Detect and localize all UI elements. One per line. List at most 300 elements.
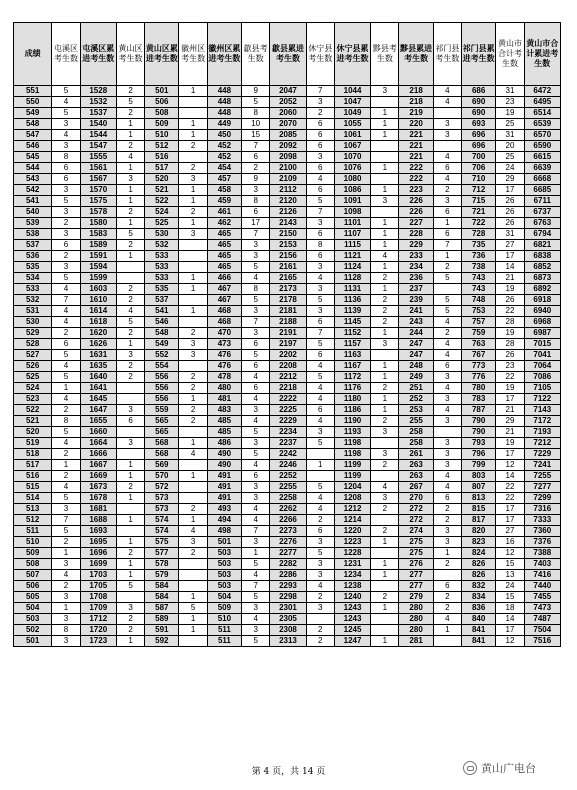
count-cell: 541 [145, 306, 179, 317]
count-cell: 1234 [334, 570, 370, 581]
count-cell: 2282 [270, 559, 306, 570]
score-cell: 506 [14, 581, 52, 592]
count-cell: 1055 [334, 119, 370, 130]
count-cell: 1 [179, 438, 207, 449]
count-cell: 3 [52, 262, 80, 273]
count-cell: 1 [116, 196, 144, 207]
count-cell: 826 [462, 570, 496, 581]
count-cell: 6852 [524, 262, 560, 273]
count-cell: 5 [52, 493, 80, 504]
count-cell: 248 [399, 361, 433, 372]
count-cell: 2 [116, 614, 144, 625]
count-cell: 448 [207, 86, 241, 97]
count-cell: 2 [179, 207, 207, 218]
count-cell: 587 [145, 603, 179, 614]
count-cell: 218 [399, 97, 433, 108]
count-cell: 7193 [524, 427, 560, 438]
table-row [14, 328, 561, 339]
count-cell: 5 [242, 427, 270, 438]
count-cell: 826 [462, 559, 496, 570]
count-cell: 1 [371, 229, 399, 240]
count-cell: 840 [462, 614, 496, 625]
count-cell [116, 273, 144, 284]
count-cell: 1 [371, 240, 399, 251]
count-cell: 3 [116, 350, 144, 361]
count-cell: 2070 [270, 119, 306, 130]
score-cell: 515 [14, 482, 52, 493]
score-cell: 523 [14, 394, 52, 405]
count-cell: 2 [306, 636, 334, 647]
count-cell: 4 [52, 482, 80, 493]
count-cell: 1 [179, 273, 207, 284]
table-row [14, 526, 561, 537]
count-cell: 2 [433, 185, 461, 196]
count-cell: 1172 [334, 372, 370, 383]
score-cell: 528 [14, 339, 52, 350]
score-cell: 502 [14, 625, 52, 636]
count-cell: 2 [179, 405, 207, 416]
count-cell: 1 [371, 559, 399, 570]
count-cell: 2181 [270, 306, 306, 317]
table-row [14, 438, 561, 449]
count-cell: 1 [116, 559, 144, 570]
table-row [14, 570, 561, 581]
count-cell: 4 [242, 570, 270, 581]
count-cell: 3 [433, 196, 461, 207]
score-cell: 540 [14, 207, 52, 218]
count-cell: 458 [207, 185, 241, 196]
count-cell: 4 [306, 416, 334, 427]
count-cell: 5 [52, 273, 80, 284]
count-cell: 693 [462, 119, 496, 130]
count-cell: 4 [433, 317, 461, 328]
count-cell: 1 [52, 383, 80, 394]
count-cell: 6 [433, 581, 461, 592]
count-cell: 533 [145, 251, 179, 262]
count-cell: 4 [433, 152, 461, 163]
count-cell: 450 [207, 130, 241, 141]
count-cell: 1528 [80, 86, 116, 97]
count-cell: 26 [496, 218, 524, 229]
count-cell: 2313 [270, 636, 306, 647]
count-cell: 2126 [270, 207, 306, 218]
count-cell: 1198 [334, 449, 370, 460]
count-cell: 234 [399, 262, 433, 273]
count-cell: 530 [145, 229, 179, 240]
table-row [14, 141, 561, 152]
count-cell: 510 [145, 130, 179, 141]
count-cell: 2242 [270, 449, 306, 460]
count-cell: 280 [399, 603, 433, 614]
count-cell: 2 [116, 625, 144, 636]
count-cell: 7064 [524, 361, 560, 372]
count-cell: 1157 [334, 339, 370, 350]
count-cell: 1 [179, 515, 207, 526]
count-cell: 6 [306, 405, 334, 416]
header-cell: 祁门县累进考生数 [462, 23, 496, 86]
table-row [14, 636, 561, 647]
count-cell: 5 [52, 196, 80, 207]
count-cell: 568 [145, 438, 179, 449]
count-cell: 2 [242, 163, 270, 174]
count-cell: 721 [462, 207, 496, 218]
count-cell: 1635 [80, 361, 116, 372]
table-row [14, 405, 561, 416]
count-cell: 6 [52, 163, 80, 174]
count-cell: 233 [399, 251, 433, 262]
count-cell: 7473 [524, 603, 560, 614]
count-cell: 517 [145, 163, 179, 174]
count-cell [371, 207, 399, 218]
count-cell: 243 [399, 317, 433, 328]
count-cell: 222 [399, 174, 433, 185]
count-cell: 537 [145, 295, 179, 306]
watermark-label: 黄山广电台 [481, 762, 536, 775]
count-cell: 23 [496, 97, 524, 108]
count-cell: 6763 [524, 218, 560, 229]
count-cell: 3 [52, 614, 80, 625]
score-cell: 548 [14, 119, 52, 130]
count-cell [116, 449, 144, 460]
count-cell: 6590 [524, 141, 560, 152]
count-cell: 2052 [270, 97, 306, 108]
count-cell [306, 471, 334, 482]
count-cell: 19 [496, 383, 524, 394]
count-cell: 2 [179, 504, 207, 515]
count-cell: 592 [145, 636, 179, 647]
count-cell: 26 [496, 350, 524, 361]
count-cell: 1703 [80, 570, 116, 581]
count-cell: 1 [179, 185, 207, 196]
count-cell: 4 [52, 284, 80, 295]
count-cell: 6918 [524, 295, 560, 306]
table-row [14, 471, 561, 482]
count-cell: 6 [306, 251, 334, 262]
score-cell: 512 [14, 515, 52, 526]
score-cell: 513 [14, 504, 52, 515]
count-cell: 4 [433, 350, 461, 361]
count-cell: 465 [207, 262, 241, 273]
count-cell: 220 [399, 119, 433, 130]
count-cell: 5 [306, 339, 334, 350]
count-cell: 2178 [270, 295, 306, 306]
count-cell: 280 [399, 625, 433, 636]
count-cell: 1 [371, 636, 399, 647]
count-cell: 2286 [270, 570, 306, 581]
count-cell: 3 [116, 438, 144, 449]
table-row [14, 361, 561, 372]
count-cell: 227 [399, 218, 433, 229]
count-cell [433, 284, 461, 295]
count-cell: 2156 [270, 251, 306, 262]
table-row [14, 185, 561, 196]
header-cell: 黟县考生数 [371, 23, 399, 86]
count-cell: 1618 [80, 317, 116, 328]
count-cell: 735 [462, 240, 496, 251]
count-cell: 1696 [80, 548, 116, 559]
count-cell [179, 460, 207, 471]
count-cell: 8 [242, 284, 270, 295]
count-cell: 4 [179, 449, 207, 460]
count-cell: 17 [496, 394, 524, 405]
count-cell [433, 636, 461, 647]
count-cell: 2085 [270, 130, 306, 141]
count-cell: 228 [399, 229, 433, 240]
count-cell: 4 [52, 97, 80, 108]
count-cell: 1124 [334, 262, 370, 273]
count-cell: 3 [179, 339, 207, 350]
count-cell: 573 [145, 493, 179, 504]
count-cell: 1561 [80, 163, 116, 174]
table-row [14, 460, 561, 471]
count-cell: 6539 [524, 119, 560, 130]
score-table-body [14, 86, 561, 647]
count-cell: 270 [399, 493, 433, 504]
table-row [14, 427, 561, 438]
count-cell: 2 [371, 416, 399, 427]
count-cell: 4 [52, 361, 80, 372]
count-cell: 12 [496, 636, 524, 647]
count-cell: 4 [242, 504, 270, 515]
count-cell: 5 [242, 636, 270, 647]
count-cell: 3 [179, 229, 207, 240]
count-cell: 3 [179, 537, 207, 548]
count-cell: 3 [52, 207, 80, 218]
count-cell: 4 [306, 394, 334, 405]
count-cell: 5 [242, 97, 270, 108]
count-cell: 728 [462, 229, 496, 240]
count-cell: 247 [399, 339, 433, 350]
count-cell: 556 [145, 383, 179, 394]
count-cell: 279 [399, 592, 433, 603]
count-cell: 5 [306, 196, 334, 207]
count-cell: 2 [116, 207, 144, 218]
count-cell [179, 251, 207, 262]
count-cell: 6821 [524, 240, 560, 251]
count-cell: 1 [371, 218, 399, 229]
count-cell: 1243 [334, 614, 370, 625]
count-cell: 3 [306, 570, 334, 581]
count-cell: 21 [496, 273, 524, 284]
count-cell: 690 [462, 108, 496, 119]
count-cell: 2047 [270, 86, 306, 97]
count-cell: 221 [399, 130, 433, 141]
count-cell: 501 [145, 86, 179, 97]
count-cell: 1583 [80, 229, 116, 240]
count-cell [179, 559, 207, 570]
count-cell: 26 [496, 295, 524, 306]
count-cell: 1199 [334, 471, 370, 482]
count-cell: 7376 [524, 537, 560, 548]
score-cell: 526 [14, 361, 52, 372]
header-cell: 歙县累进考生数 [270, 23, 306, 86]
count-cell: 1231 [334, 559, 370, 570]
count-cell: 1128 [334, 273, 370, 284]
header-cell: 徽州区累进考生数 [207, 23, 241, 86]
count-cell: 6 [52, 240, 80, 251]
score-cell: 538 [14, 229, 52, 240]
score-cell: 533 [14, 284, 52, 295]
count-cell: 7388 [524, 548, 560, 559]
count-cell: 522 [145, 196, 179, 207]
header-cell: 黟县累进考生数 [399, 23, 433, 86]
count-cell: 2 [179, 141, 207, 152]
count-cell: 1599 [80, 273, 116, 284]
count-cell [371, 515, 399, 526]
count-cell: 21 [496, 427, 524, 438]
count-cell: 3 [242, 537, 270, 548]
table-row [14, 603, 561, 614]
count-cell: 2 [306, 108, 334, 119]
count-cell: 25 [496, 119, 524, 130]
count-cell: 3 [306, 306, 334, 317]
count-cell: 226 [399, 207, 433, 218]
count-cell: 796 [462, 449, 496, 460]
count-cell: 2153 [270, 240, 306, 251]
count-cell: 6 [306, 130, 334, 141]
count-cell: 20 [496, 141, 524, 152]
count-cell: 1 [371, 361, 399, 372]
count-cell: 15 [242, 130, 270, 141]
count-cell: 1208 [334, 493, 370, 504]
count-cell: 2 [433, 603, 461, 614]
count-cell: 6 [433, 163, 461, 174]
count-cell: 2109 [270, 174, 306, 185]
count-cell: 4 [242, 416, 270, 427]
count-cell: 221 [399, 152, 433, 163]
count-cell: 3 [306, 559, 334, 570]
count-cell: 9 [242, 86, 270, 97]
count-cell: 1705 [80, 581, 116, 592]
count-cell: 5 [52, 526, 80, 537]
count-cell: 1544 [80, 130, 116, 141]
wechat-icon [463, 761, 477, 775]
count-cell: 748 [462, 295, 496, 306]
count-cell: 491 [207, 471, 241, 482]
count-cell: 3 [242, 438, 270, 449]
count-cell: 1688 [80, 515, 116, 526]
count-cell: 700 [462, 152, 496, 163]
count-cell: 3 [306, 97, 334, 108]
count-cell [371, 350, 399, 361]
count-cell: 1555 [80, 152, 116, 163]
count-cell: 504 [207, 592, 241, 603]
count-cell: 8 [306, 240, 334, 251]
count-cell: 2208 [270, 361, 306, 372]
count-cell [371, 174, 399, 185]
count-cell: 1 [371, 284, 399, 295]
count-cell: 4 [52, 317, 80, 328]
count-cell: 1 [116, 515, 144, 526]
count-cell: 3 [433, 537, 461, 548]
count-cell: 7416 [524, 570, 560, 581]
count-cell: 12 [496, 460, 524, 471]
count-cell: 759 [462, 328, 496, 339]
count-cell: 1180 [334, 394, 370, 405]
count-cell: 1098 [334, 207, 370, 218]
count-cell: 554 [145, 361, 179, 372]
count-cell: 3 [433, 394, 461, 405]
count-cell: 6 [433, 229, 461, 240]
score-cell: 543 [14, 174, 52, 185]
score-cell: 510 [14, 537, 52, 548]
count-cell: 7 [306, 207, 334, 218]
count-cell: 7 [433, 240, 461, 251]
count-cell: 2 [52, 449, 80, 460]
count-cell: 503 [207, 548, 241, 559]
count-cell: 4 [306, 493, 334, 504]
count-cell: 1214 [334, 515, 370, 526]
count-cell: 1238 [334, 581, 370, 592]
table-row [14, 152, 561, 163]
count-cell: 686 [462, 86, 496, 97]
count-cell: 17 [496, 515, 524, 526]
count-cell: 690 [462, 97, 496, 108]
table-row [14, 163, 561, 174]
count-cell: 31 [496, 86, 524, 97]
count-cell: 6 [306, 229, 334, 240]
count-cell: 4 [306, 273, 334, 284]
count-cell: 26 [496, 196, 524, 207]
count-cell: 2229 [270, 416, 306, 427]
count-cell: 6794 [524, 229, 560, 240]
count-cell: 4 [52, 438, 80, 449]
header-cell: 黄山区累进考生数 [145, 23, 179, 86]
score-cell: 534 [14, 273, 52, 284]
count-cell: 1 [371, 262, 399, 273]
count-cell: 1 [179, 592, 207, 603]
count-cell: 1720 [80, 625, 116, 636]
header-cell: 祁门县考生数 [433, 23, 461, 86]
header-cell: 徽州区考生数 [179, 23, 207, 86]
count-cell: 2 [306, 625, 334, 636]
table-row [14, 493, 561, 504]
count-cell: 1 [116, 339, 144, 350]
count-cell: 6 [306, 119, 334, 130]
count-cell: 2 [371, 273, 399, 284]
count-cell: 6 [242, 152, 270, 163]
count-cell: 516 [145, 152, 179, 163]
count-cell: 3 [116, 603, 144, 614]
count-cell: 226 [399, 196, 433, 207]
count-cell: 6 [52, 339, 80, 350]
count-cell [371, 471, 399, 482]
count-cell: 3 [179, 350, 207, 361]
count-cell: 5 [433, 295, 461, 306]
count-cell: 7143 [524, 405, 560, 416]
count-cell: 3 [433, 372, 461, 383]
count-cell: 5 [116, 317, 144, 328]
count-cell: 29 [496, 416, 524, 427]
count-cell: 2 [433, 592, 461, 603]
count-cell: 7440 [524, 581, 560, 592]
count-cell: 6 [242, 361, 270, 372]
count-cell: 510 [207, 614, 241, 625]
count-cell: 815 [462, 504, 496, 515]
count-cell: 1 [433, 218, 461, 229]
count-cell: 1 [116, 460, 144, 471]
score-cell: 547 [14, 130, 52, 141]
count-cell: 241 [399, 306, 433, 317]
count-cell: 1591 [80, 251, 116, 262]
count-cell: 491 [207, 493, 241, 504]
count-cell: 2305 [270, 614, 306, 625]
count-cell: 4 [306, 383, 334, 394]
table-row [14, 108, 561, 119]
count-cell: 281 [399, 636, 433, 647]
count-cell: 22 [496, 493, 524, 504]
count-cell: 277 [399, 570, 433, 581]
